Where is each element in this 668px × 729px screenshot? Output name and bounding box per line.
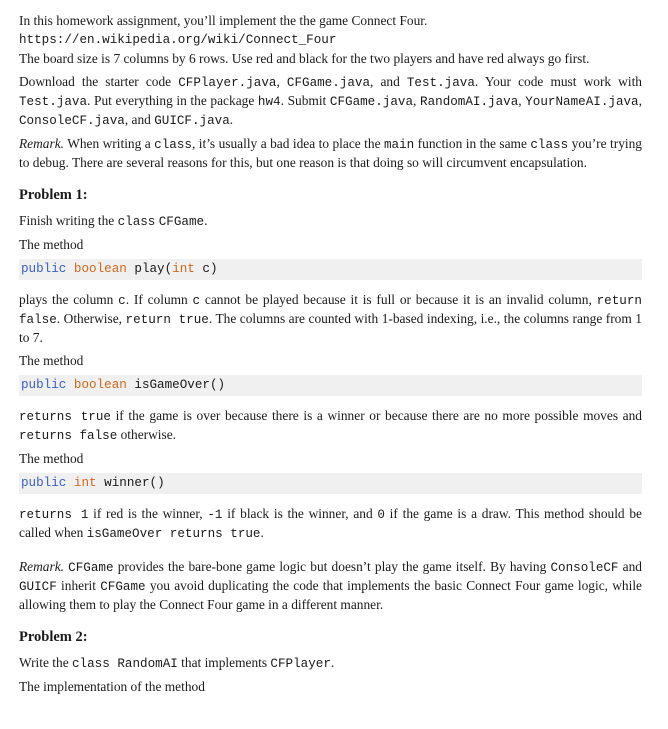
keyword: public — [21, 476, 67, 490]
intro-text: In this homework assignment, you’ll implement the the game Connect Four. — [19, 13, 428, 28]
filename-cfgame: CFGame.java — [286, 76, 371, 90]
method-label: The method — [19, 451, 84, 466]
text: When writing a — [64, 136, 155, 151]
type: boolean — [73, 378, 127, 392]
text: , and — [124, 112, 155, 127]
text: . — [260, 525, 264, 540]
starter-code-paragraph — [19, 73, 642, 130]
filename-yournameai: YourNameAI.java — [525, 95, 639, 109]
code-term: GUICF — [19, 580, 57, 594]
text: otherwise. — [117, 427, 177, 442]
problem-2-heading: Problem 2: — [19, 629, 88, 645]
code-term: class — [117, 215, 156, 229]
type: int — [73, 476, 97, 490]
filename-test: Test.java — [19, 95, 88, 109]
code-term: return true — [125, 313, 209, 327]
code-term: 0 — [377, 508, 385, 522]
text: inherit — [56, 578, 101, 593]
code-text: winner() — [96, 476, 165, 490]
text: . Your code must work with — [474, 74, 642, 89]
text: provides the bare-bone game logic but doesn’t play the game itself. By having — [113, 559, 551, 574]
code-term: c — [192, 294, 201, 308]
code-term: CFGame — [68, 561, 114, 575]
text: Write the — [19, 655, 72, 670]
problem-1-heading: Problem 1: — [19, 187, 88, 203]
text: , and — [370, 74, 407, 89]
isgameover-description — [19, 407, 642, 445]
text: . — [229, 112, 234, 127]
method-label: The method — [19, 237, 84, 252]
code-term: returns false — [19, 429, 118, 443]
text: , — [518, 93, 526, 108]
winner-description — [19, 505, 642, 543]
text: if black is the winner, and — [222, 506, 378, 521]
filename-test: Test.java — [406, 76, 475, 90]
code-text: c) — [194, 262, 218, 276]
code-text: isGameOver() — [126, 378, 226, 392]
code-term: -1 — [207, 508, 223, 522]
text: Finish writing the — [19, 213, 118, 228]
remark-label: Remark. — [19, 136, 64, 151]
code-term: isGameOver returns true — [86, 527, 261, 541]
wikipedia-link[interactable]: https://en.wikipedia.org/wiki/Connect_Four — [19, 33, 337, 47]
finish-paragraph — [19, 212, 642, 231]
filename-guicf: GUICF.java — [154, 114, 230, 128]
text: and — [618, 559, 642, 574]
isgameover-signature-code — [19, 375, 642, 396]
code-term: CFPlayer — [270, 657, 331, 671]
text: . If column — [125, 292, 193, 307]
play-signature-code — [19, 259, 642, 280]
text: , — [276, 74, 287, 89]
text: , it’s usually a bad idea to place the — [191, 136, 384, 151]
code-term: CFGame — [158, 215, 205, 229]
code-term: c — [118, 294, 126, 308]
text: , — [638, 93, 642, 108]
code-term: return false — [19, 294, 642, 327]
remark-label: Remark. — [19, 559, 64, 574]
code-text: play( — [126, 262, 173, 276]
text: , — [413, 93, 421, 108]
code-term: main — [383, 138, 415, 152]
text: . — [204, 213, 208, 228]
method-label: The method — [19, 353, 84, 368]
filename-cfgame: CFGame.java — [329, 95, 414, 109]
filename-randomai: RandomAI.java — [420, 95, 519, 109]
play-description — [19, 291, 642, 347]
text: you avoid duplicating the code that implements the basic Connect Four game logic, while allowing them to play the Connect Four game in a different manner. — [19, 578, 642, 612]
code-term: ConsoleCF — [550, 561, 619, 575]
text: Download the starter code — [19, 74, 179, 89]
code-term: class RandomAI — [72, 657, 178, 671]
text: . The columns are counted with 1-based indexing, i.e., the columns range from 1 to 7. — [19, 311, 642, 345]
implementation-label: The implementation of the method — [19, 679, 205, 694]
text: you’re trying to debug. There are several reasons for this, but one reason is that doing so will circumvent encapsulation. — [19, 136, 642, 170]
remark-paragraph — [19, 135, 642, 172]
text: cannot be played because it is full or because it is an invalid column, — [200, 292, 597, 307]
filename-consolecf: ConsoleCF.java — [19, 114, 125, 128]
winner-signature-code — [19, 473, 642, 494]
type: int — [172, 262, 195, 276]
text: . Otherwise, — [56, 311, 126, 326]
board-size-paragraph: The board size is 7 columns by 6 rows. Use red and black for the two players and have red always go first. — [19, 51, 590, 66]
text: . Submit — [280, 93, 330, 108]
text: that implements — [177, 655, 271, 670]
code-term: returns true — [19, 410, 111, 424]
spacer — [19, 548, 642, 558]
text: if red is the winner, — [88, 506, 208, 521]
code-term: CFGame — [100, 580, 146, 594]
text: if the game is over because there is a winner or because there are no more possible moves and — [110, 408, 642, 423]
package-name: hw4 — [257, 95, 281, 109]
keyword: public — [21, 378, 67, 392]
code-term: returns 1 — [19, 508, 89, 522]
text: . Put everything in the package — [87, 93, 258, 108]
text: function in the same — [414, 136, 531, 151]
type: boolean — [73, 262, 127, 276]
text: if the game is a draw. This method should be called when — [19, 506, 642, 540]
text: . — [330, 655, 335, 670]
remark-2-paragraph — [19, 558, 642, 614]
intro-paragraph-1 — [19, 12, 642, 30]
keyword: public — [21, 262, 67, 276]
write-randomai-paragraph — [19, 654, 642, 673]
text: plays the column — [19, 292, 119, 307]
code-term: class — [154, 138, 192, 152]
filename-cfplayer: CFPlayer.java — [178, 76, 277, 90]
code-term: class — [530, 138, 569, 152]
